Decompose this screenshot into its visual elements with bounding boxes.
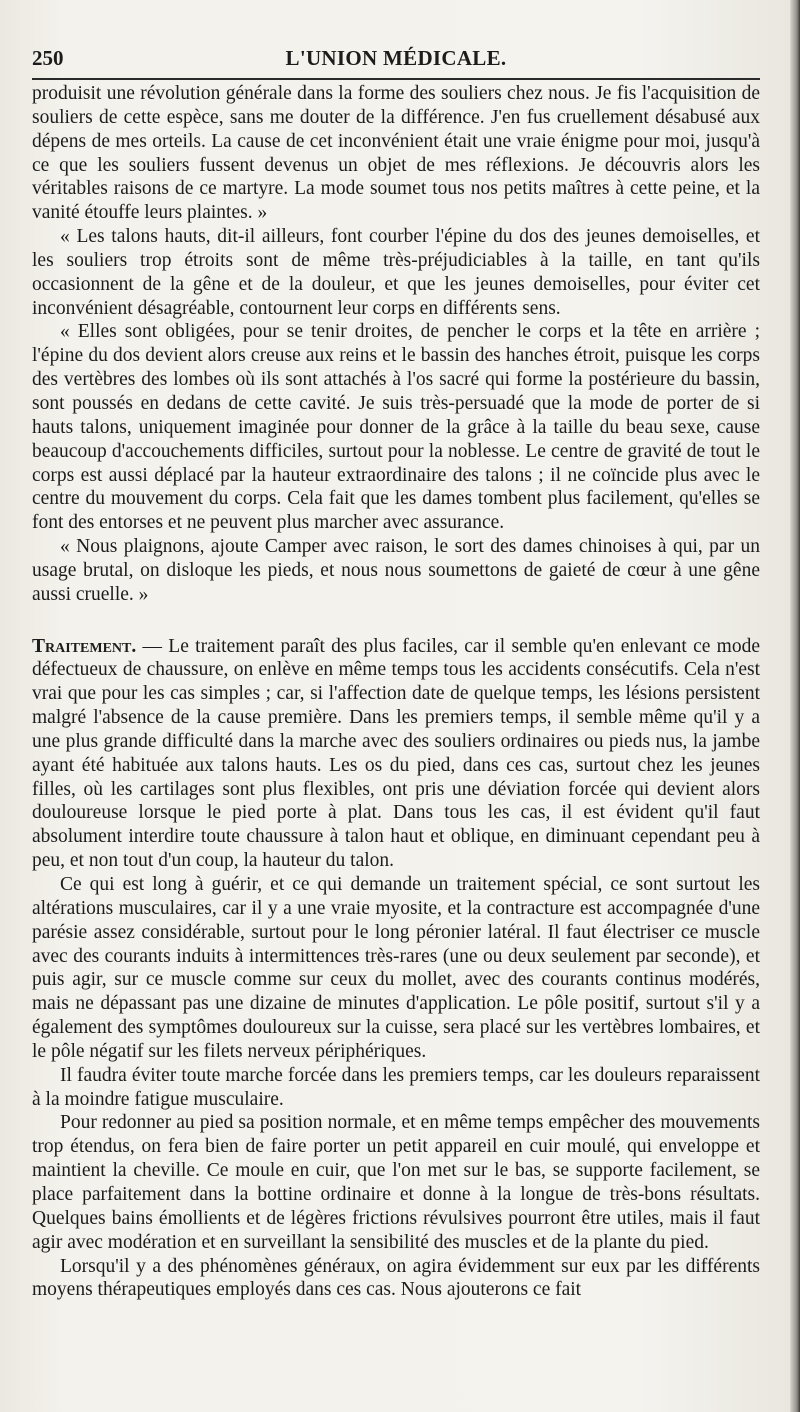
traitement-text: — Le traitement paraît des plus faciles, car il semble qu'en enlevant ce mode défectueux de chaussure, on enlève en même temps tous les accidents consécutifs. Cela n'est vrai que pour les cas simples ; car, si l'affection date de quelque temps, les lésions persistent malgré l'absence de la cause première. Dans les premiers temps, il semble même qu'il y a une plus grande difficulté dans la marche avec des souliers ordinaires ou pieds nus, la jambe ayant été habituée aux talons hauts. Les os du pied, dans ces cas, surtout chez les jeunes filles, où les cartilages sont plus flexibles, ont pris une déviation forcée qui devient alors douloureuse lorsque le pied porte à plat. Dans tous les cas, il est évident qu'il faut absolument interdire toute chaussure à talon haut et oblique, en diminuant cependant peu à peu, et non tout d'un coup, la hauteur du talon. — [32, 635, 760, 872]
page-number: 250 — [32, 46, 64, 70]
paragraph-8: Pour redonner au pied sa position normale, et en même temps empêcher des mouvements trop étendus, on fera bien de faire porter un petit appareil en cuir moulé, qui enveloppe et maintient la cheville. Ce moule en cuir, que l'on met sur le bas, se supporte facilement, se place parfaitement dans la bottine ordinaire et donne à la longue de très-bons résultats. Quelques bains émollients et de légères frictions révulsives pourront être utiles, mais il faut agir avec modération et en surveillant la sensibilité des muscles et de la plante du pied. — [32, 1112, 760, 1253]
traitement-paragraph — [32, 635, 760, 873]
paragraph-1: produisit une révolution générale dans la forme des souliers chez nous. Je fis l'acquisition de souliers de cette espèce, sans me douter de la différence. J'en fus cruellement désabusé aux dépens de mes orteils. La cause de cet inconvénient était une vraie énigme pour moi, jusqu'à ce que les souliers fussent devenus un objet de mes réflexions. Je découvris alors les véritables raisons de ce martyre. La mode soumet tous nos petits maîtres à cette peine, et la vanité étouffe leurs plaintes. » — [32, 83, 760, 224]
paragraph-6: Ce qui est long à guérir, et ce qui demande un traitement spécial, ce sont surtout les altérations musculaires, car il y a une vraie myosite, et la contracture est accompagnée d'une parésie assez considérable, surtout pour le long péronier latéral. Il faut électriser ce muscle avec des courants induits à intermittences très-rares (une ou deux seulement par seconde), et puis agir, sur ce muscle comme sur ceux du mollet, avec des courants continus modérés, mais ne dépassant pas une dizaine de minutes d'application. Le pôle positif, surtout s'il y a également des symptômes douloureux sur la cuisse, sera placé sur les vertèbres lombaires, et le pôle négatif sur les filets nerveux périphériques. — [32, 874, 760, 1062]
page-edge-shadow — [790, 0, 800, 1412]
paragraph-9: Lorsqu'il y a des phénomènes généraux, on agira évidemment sur eux par les différents moyens thérapeutiques employés dans ces cas. Nous ajouterons ce fait — [32, 1255, 760, 1301]
paragraph-3: « Elles sont obligées, pour se tenir droites, de pencher le corps et la tête en arrière ; l'épine du dos devient alors creuse aux reins et le bassin des hanches étroit, puisque les corps des vertèbres des lombes où ils sont attachés à l'os sacré qui forme la postérieure du bassin, sont poussés en dedans de cette cavité. Je suis très-persuadé que la mode de porter de si hauts talons, uniquement imaginée pour donner de la grâce à la taille du beau sexe, cause beaucoup d'accouchements difficiles, surtout pour la noblesse. Le centre de gravité de tout le corps est aussi déplacé par la hauteur extraordinaire des talons ; il ne coïncide plus avec le centre du mouvement du corps. Cela fait que les dames tombent plus facilement, qu'elles se font des entorses et ne peuvent plus marcher avec assurance. — [32, 321, 760, 534]
page-body — [32, 82, 760, 1302]
header-rule — [32, 78, 760, 80]
page-header — [32, 42, 760, 76]
paragraph-2: « Les talons hauts, dit-il ailleurs, font courber l'épine du dos des jeunes demoiselles, et les souliers trop étroits sont de même très-préjudiciables à la taille, en tant qu'ils occasionnent de la gêne et de la douleur, et que les jeunes demoiselles, pour éviter cet inconvénient désagréable, contournent leur corps en différents sens. — [32, 226, 760, 319]
paragraph-4: « Nous plaignons, ajoute Camper avec raison, le sort des dames chinoises à qui, par un usage brutal, on disloque les pieds, et nous nous soumettons de gaieté de cœur à une gêne aussi cruelle. » — [32, 536, 760, 605]
paragraph-7: Il faudra éviter toute marche forcée dans les premiers temps, car les douleurs reparaissent à la moindre fatigue musculaire. — [32, 1064, 760, 1110]
running-head: L'UNION MÉDICALE. — [285, 46, 507, 70]
traitement-heading: Traitement. — [32, 635, 137, 657]
